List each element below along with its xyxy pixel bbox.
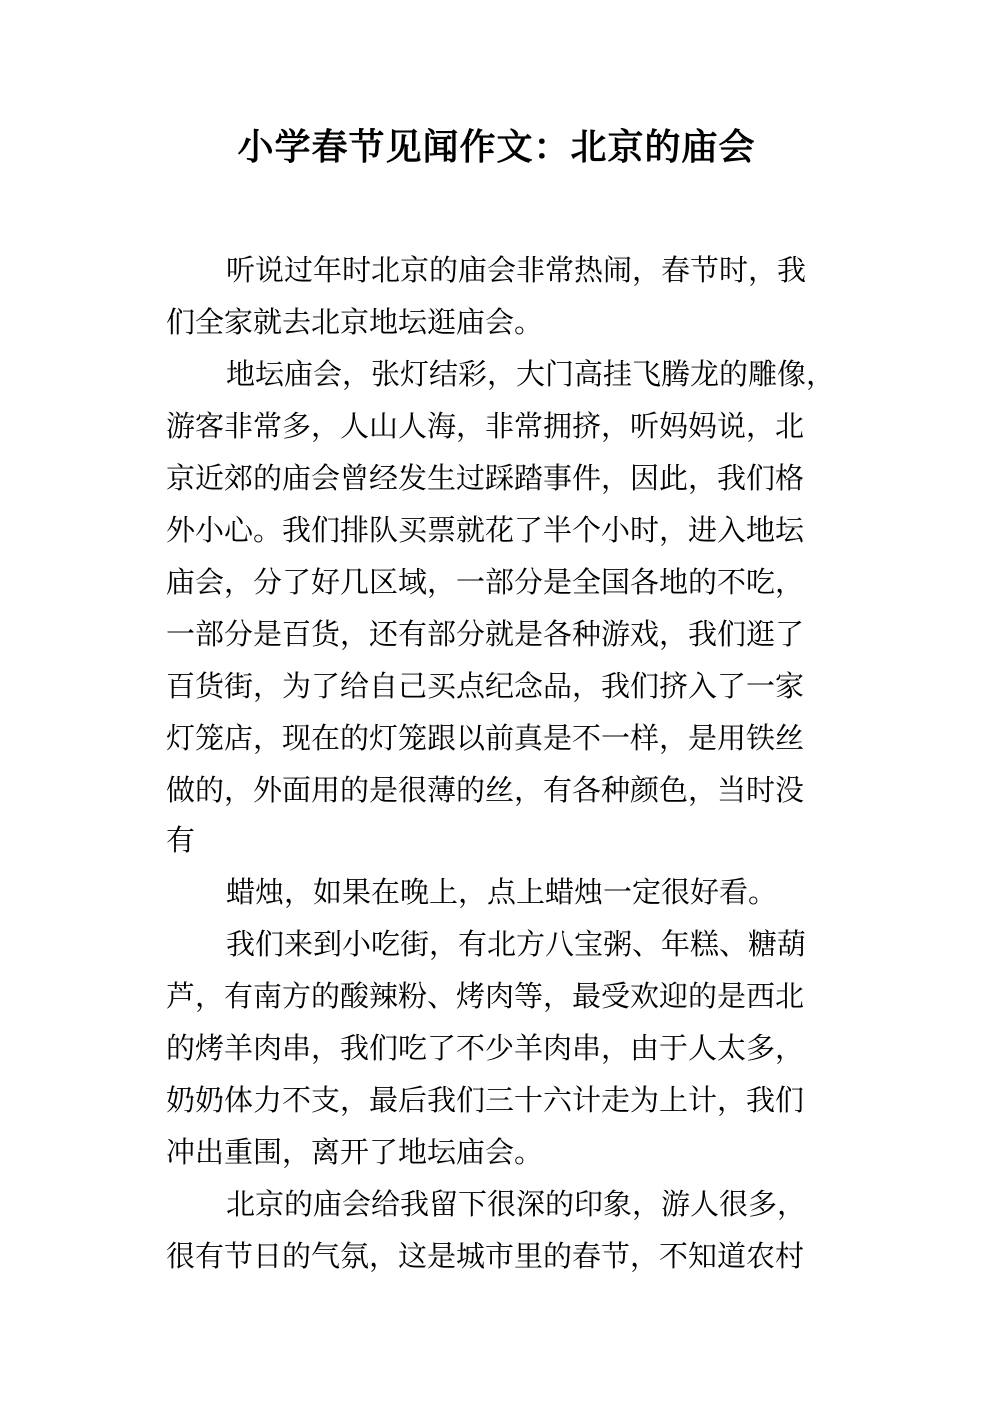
paragraph-4-line-2: 芦，有南方的酸辣粉、烤肉等，最受欢迎的是西北 [166,979,805,1013]
paragraph-2-line-10: 有 [166,823,196,857]
paragraph-5-line-2: 很有节日的气氛，这是城市里的春节，不知道农村 [166,1239,805,1273]
paragraph-5-line-1: 北京的庙会给我留下很深的印象，游人很多， [226,1187,807,1221]
document-title: 小学春节见闻作文：北京的庙会 [237,127,756,168]
paragraph-1-line-1: 听说过年时北京的庙会非常热闹，春节时，我 [226,253,807,287]
paragraph-4-line-1: 我们来到小吃街，有北方八宝粥、年糕、糖葫 [226,927,807,961]
paragraph-2-line-5: 庙会，分了好几区域，一部分是全国各地的不吃， [166,565,805,599]
paragraph-2-line-8: 灯笼店，现在的灯笼跟以前真是不一样，是用铁丝 [166,721,805,755]
paragraph-4-line-3: 的烤羊肉串，我们吃了不少羊肉串，由于人太多， [166,1031,805,1065]
paragraph-2-line-4: 外小心。我们排队买票就花了半个小时，进入地坛 [166,513,805,547]
paragraph-2-line-7: 百货街，为了给自己买点纪念品，我们挤入了一家 [166,669,805,703]
paragraph-2-line-9: 做的，外面用的是很薄的丝，有各种颜色，当时没 [166,773,805,807]
paragraph-2-line-1: 地坛庙会，张灯结彩，大门高挂飞腾龙的雕像， [226,357,836,391]
paragraph-1-line-2: 们全家就去北京地坛逛庙会。 [166,305,544,339]
paragraph-2-line-6: 一部分是百货，还有部分就是各种游戏，我们逛了 [166,617,805,651]
paragraph-2-line-3: 京近郊的庙会曾经发生过踩踏事件，因此，我们格 [166,461,805,495]
paragraph-4-line-5: 冲出重围，离开了地坛庙会。 [166,1135,544,1169]
paragraph-2-line-2: 游客非常多，人山人海，非常拥挤，听妈妈说，北 [166,409,805,443]
paragraph-4-line-4: 奶奶体力不支，最后我们三十六计走为上计，我们 [166,1083,805,1117]
paragraph-3-line-1: 蜡烛，如果在晚上，点上蜡烛一定很好看。 [226,875,778,909]
